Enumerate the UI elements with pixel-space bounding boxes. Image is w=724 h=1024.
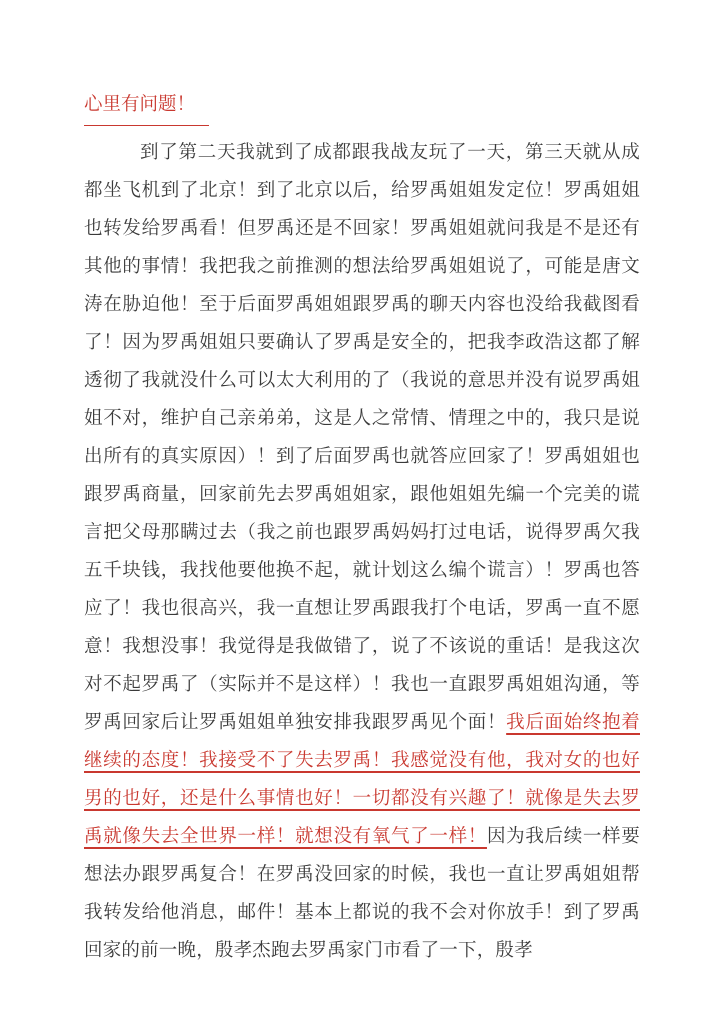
document-paragraph bbox=[84, 134, 640, 970]
document-heading bbox=[84, 86, 640, 126]
paragraph-segment: 到了第二天我就到了成都跟我战友玩了一天，第三天就从成都坐飞机到了北京！到了北京以后，给罗禹姐姐发定位！罗禹姐姐也转发给罗禹看！但罗禹还是不回家！罗禹姐姐就问我是不是还有其他的事情！我把我之前推测的想法给罗禹姐姐说了，可能是唐文涛在胁迫他！至于后面罗禹姐姐跟罗禹的聊天内容也没给我截图看了！因为罗禹姐姐只要确认了罗禹是安全的，把我李政浩这都了解透彻了我就没什么可以太大利用的了（我说的意思并没有说罗禹姐姐不对，维护自己亲弟弟，这是人之常情、情理之中的，我只是说出所有的真实原因）！到了后面罗禹也就答应回家了！罗禹姐姐也跟罗禹商量，回家前先去罗禹姐姐家，跟他姐姐先编一个完美的谎言把父母那瞒过去（我之前也跟罗禹妈妈打过电话，说得罗禹欠我五千块钱，我找他要他换不起，就计划这么编个谎言）！罗禹也答应了！我也很高兴，我一直想让罗禹跟我打个电话，罗禹一直不愿意！我想没事！我觉得是我做错了，说了不该说的重话！是我这次对不起罗禹了（实际并不是这样）！我也一直跟罗禹姐姐沟通，等罗禹回家后让罗禹姐姐单独安排我跟罗禹见个面！ bbox=[84, 143, 640, 733]
document-heading-text: 心里有问题！ bbox=[84, 86, 209, 126]
paragraph-segment: 因为我后续一样要想法办跟罗禹复合！在罗禹没回家的时候，我也一直让罗禹姐姐帮我转发给他消息，邮件！基本上都说的我不会对你放手！到了罗禹回家的前一晚，殷孝杰跑去罗禹家门市看了一下，殷孝 bbox=[84, 827, 640, 961]
paragraph-segment: 我后面始终抱着继续的态度！我接受不了失去罗禹！我感觉没有他，我对女的也好男的也好，还是什么事情也好！一切都没有兴趣了！就像是失去罗禹就像失去全世界一样！就想没有氧气了一样！ bbox=[84, 713, 640, 847]
